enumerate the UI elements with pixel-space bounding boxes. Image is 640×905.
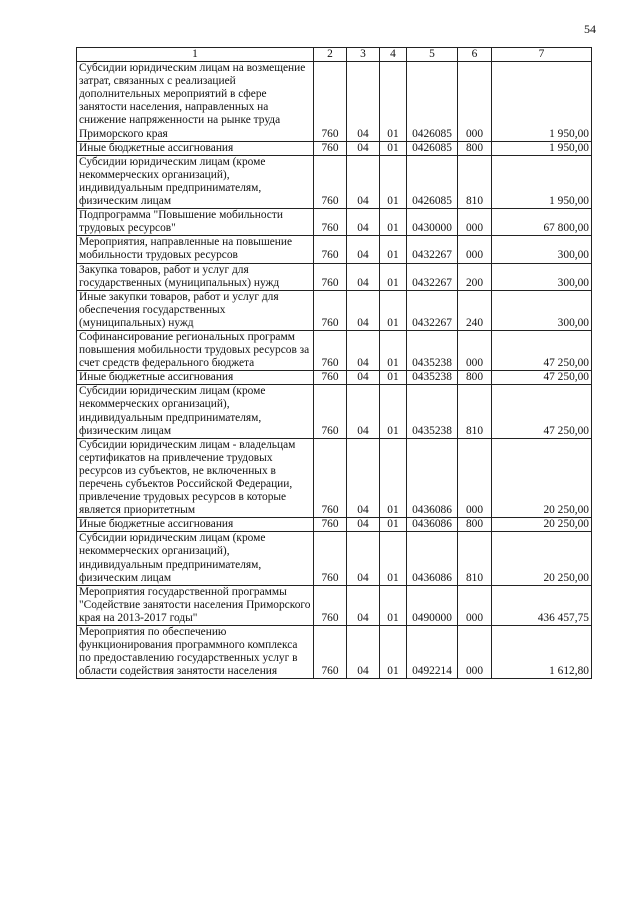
cell-csr: 0436086	[407, 438, 458, 518]
cell-csr: 0490000	[407, 585, 458, 625]
table-row	[77, 371, 592, 385]
table-row	[77, 585, 592, 625]
cell-csr: 0432267	[407, 263, 458, 290]
table-row	[77, 518, 592, 532]
cell-rz: 04	[347, 518, 380, 532]
cell-pr: 01	[380, 438, 407, 518]
cell-rz: 04	[347, 155, 380, 208]
cell-sum: 300,00	[492, 290, 592, 330]
cell-sum: 1 612,80	[492, 626, 592, 679]
cell-sum: 47 250,00	[492, 330, 592, 370]
cell-vr: 810	[458, 385, 492, 438]
cell-csr: 0432267	[407, 290, 458, 330]
cell-pr: 01	[380, 532, 407, 585]
cell-csr: 0435238	[407, 371, 458, 385]
cell-ved: 760	[314, 518, 347, 532]
cell-pr: 01	[380, 290, 407, 330]
cell-rz: 04	[347, 62, 380, 142]
table-row	[77, 155, 592, 208]
cell-vr: 000	[458, 330, 492, 370]
cell-sum: 67 800,00	[492, 209, 592, 236]
cell-sum: 1 950,00	[492, 62, 592, 142]
header-col-2: 2	[314, 48, 347, 62]
cell-sum: 47 250,00	[492, 371, 592, 385]
cell-pr: 01	[380, 263, 407, 290]
cell-csr: 0426085	[407, 141, 458, 155]
table-row	[77, 290, 592, 330]
cell-vr: 000	[458, 585, 492, 625]
cell-vr: 000	[458, 62, 492, 142]
table-row	[77, 236, 592, 263]
cell-sum: 1 950,00	[492, 155, 592, 208]
header-row	[77, 48, 592, 62]
cell-rz: 04	[347, 236, 380, 263]
header-col-1: 1	[77, 48, 314, 62]
cell-vr: 810	[458, 532, 492, 585]
cell-rz: 04	[347, 141, 380, 155]
cell-name: Субсидии юридическим лицам (кроме некоммерческих организаций), индивидуальным предпринимателям, физическим лицам	[77, 385, 314, 438]
cell-ved: 760	[314, 438, 347, 518]
cell-sum: 20 250,00	[492, 438, 592, 518]
cell-name: Подпрограмма "Повышение мобильности трудовых ресурсов"	[77, 209, 314, 236]
cell-vr: 810	[458, 155, 492, 208]
cell-csr: 0426085	[407, 62, 458, 142]
cell-rz: 04	[347, 330, 380, 370]
cell-name: Софинансирование региональных программ повышения мобильности трудовых ресурсов за счет средств федерального бюджета	[77, 330, 314, 370]
cell-pr: 01	[380, 155, 407, 208]
cell-ved: 760	[314, 371, 347, 385]
cell-csr: 0492214	[407, 626, 458, 679]
cell-sum: 300,00	[492, 263, 592, 290]
cell-name: Иные бюджетные ассигнования	[77, 141, 314, 155]
cell-ved: 760	[314, 141, 347, 155]
cell-ved: 760	[314, 385, 347, 438]
cell-vr: 000	[458, 209, 492, 236]
cell-vr: 800	[458, 141, 492, 155]
table-row	[77, 532, 592, 585]
header-col-7: 7	[492, 48, 592, 62]
cell-name: Субсидии юридическим лицам - владельцам сертификатов на привлечение трудовых ресурсов из субъектов, не включенных в перечень субъектов Российской Федерации, привлечение трудовых ресурсов в которые является приоритетным	[77, 438, 314, 518]
cell-ved: 760	[314, 263, 347, 290]
cell-vr: 000	[458, 438, 492, 518]
cell-name: Иные бюджетные ассигнования	[77, 371, 314, 385]
cell-name: Иные закупки товаров, работ и услуг для обеспечения государственных (муниципальных) нужд	[77, 290, 314, 330]
cell-csr: 0436086	[407, 518, 458, 532]
cell-pr: 01	[380, 626, 407, 679]
table-row	[77, 141, 592, 155]
cell-sum: 20 250,00	[492, 518, 592, 532]
cell-name: Закупка товаров, работ и услуг для государственных (муниципальных) нужд	[77, 263, 314, 290]
table-row	[77, 330, 592, 370]
cell-name: Субсидии юридическим лицам на возмещение затрат, связанных с реализацией дополнительных мероприятий в сфере занятости населения, направленных на снижение напряженности на рынке труда Приморского края	[77, 62, 314, 142]
cell-sum: 20 250,00	[492, 532, 592, 585]
cell-sum: 1 950,00	[492, 141, 592, 155]
cell-csr: 0436086	[407, 532, 458, 585]
cell-pr: 01	[380, 62, 407, 142]
cell-rz: 04	[347, 371, 380, 385]
table-body	[77, 62, 592, 679]
budget-table	[76, 47, 592, 679]
cell-rz: 04	[347, 263, 380, 290]
cell-pr: 01	[380, 371, 407, 385]
cell-rz: 04	[347, 626, 380, 679]
cell-ved: 760	[314, 236, 347, 263]
cell-pr: 01	[380, 236, 407, 263]
cell-vr: 000	[458, 626, 492, 679]
table-row	[77, 385, 592, 438]
table-row	[77, 438, 592, 518]
cell-name: Иные бюджетные ассигнования	[77, 518, 314, 532]
cell-rz: 04	[347, 385, 380, 438]
cell-pr: 01	[380, 141, 407, 155]
cell-ved: 760	[314, 532, 347, 585]
cell-csr: 0426085	[407, 155, 458, 208]
cell-ved: 760	[314, 290, 347, 330]
header-col-6: 6	[458, 48, 492, 62]
cell-ved: 760	[314, 626, 347, 679]
cell-pr: 01	[380, 385, 407, 438]
cell-rz: 04	[347, 532, 380, 585]
table-row	[77, 263, 592, 290]
cell-vr: 800	[458, 518, 492, 532]
cell-csr: 0432267	[407, 236, 458, 263]
cell-sum: 47 250,00	[492, 385, 592, 438]
cell-rz: 04	[347, 438, 380, 518]
page-number: 54	[584, 22, 596, 36]
cell-name: Мероприятия государственной программы "Содействие занятости населения Приморского края на 2013-2017 годы"	[77, 585, 314, 625]
table-row	[77, 626, 592, 679]
table-row	[77, 62, 592, 142]
cell-csr: 0435238	[407, 330, 458, 370]
cell-ved: 760	[314, 585, 347, 625]
cell-vr: 800	[458, 371, 492, 385]
cell-csr: 0430000	[407, 209, 458, 236]
cell-vr: 000	[458, 236, 492, 263]
cell-rz: 04	[347, 290, 380, 330]
cell-sum: 300,00	[492, 236, 592, 263]
table-row	[77, 209, 592, 236]
cell-vr: 240	[458, 290, 492, 330]
cell-ved: 760	[314, 330, 347, 370]
cell-pr: 01	[380, 330, 407, 370]
cell-pr: 01	[380, 585, 407, 625]
cell-pr: 01	[380, 518, 407, 532]
cell-name: Субсидии юридическим лицам (кроме некоммерческих организаций), индивидуальным предпринимателям, физическим лицам	[77, 155, 314, 208]
cell-rz: 04	[347, 209, 380, 236]
cell-rz: 04	[347, 585, 380, 625]
cell-name: Мероприятия по обеспечению функционирования программного комплекса по предоставлению государственных услуг в области содействия занятости населения	[77, 626, 314, 679]
cell-sum: 436 457,75	[492, 585, 592, 625]
header-col-4: 4	[380, 48, 407, 62]
cell-ved: 760	[314, 155, 347, 208]
cell-name: Мероприятия, направленные на повышение мобильности трудовых ресурсов	[77, 236, 314, 263]
cell-vr: 200	[458, 263, 492, 290]
cell-pr: 01	[380, 209, 407, 236]
header-col-3: 3	[347, 48, 380, 62]
cell-ved: 760	[314, 62, 347, 142]
cell-csr: 0435238	[407, 385, 458, 438]
cell-ved: 760	[314, 209, 347, 236]
cell-name: Субсидии юридическим лицам (кроме некоммерческих организаций), индивидуальным предпринимателям, физическим лицам	[77, 532, 314, 585]
header-col-5: 5	[407, 48, 458, 62]
